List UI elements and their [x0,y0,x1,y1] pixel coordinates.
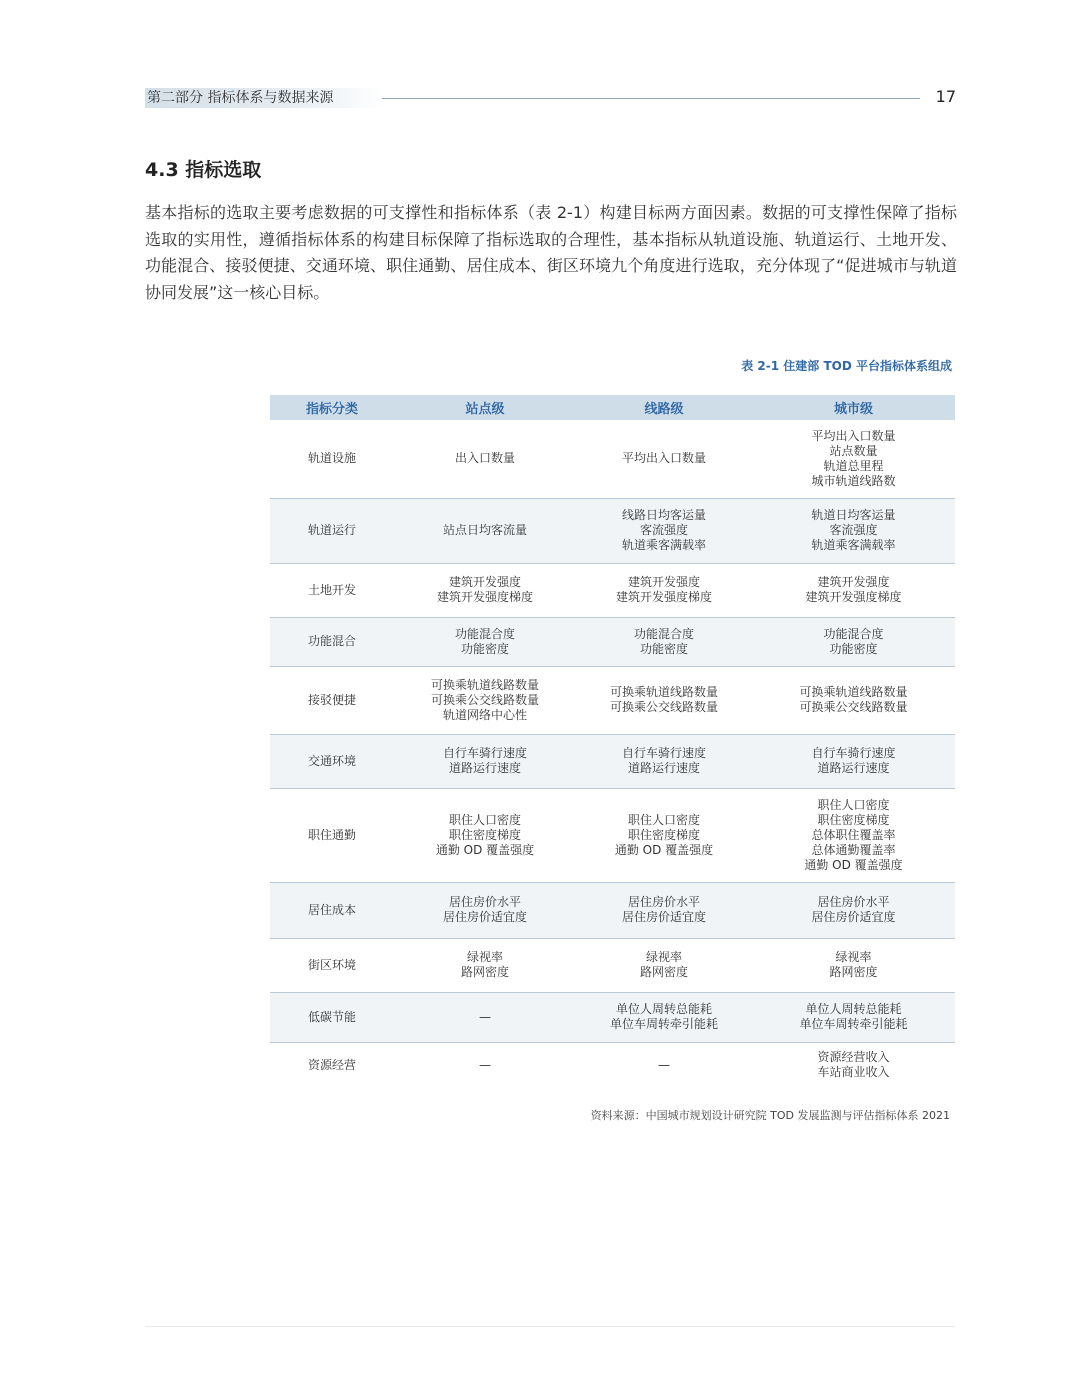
table-row [270,938,955,992]
cell-line: 单位人周转总能耗 单位车周转牵引能耗 [576,992,752,1042]
cell-category: 功能混合 [270,617,394,666]
cell-city: 单位人周转总能耗 单位车周转牵引能耗 [752,992,955,1042]
table-row [270,788,955,882]
cell-city: 绿视率 路网密度 [752,938,955,992]
cell-station: 居住房价水平 居住房价适宜度 [394,882,576,938]
table-row [270,992,955,1042]
cell-category: 轨道运行 [270,498,394,563]
cell-line: 绿视率 路网密度 [576,938,752,992]
cell-station: — [394,992,576,1042]
cell-city: 轨道日均客运量 客流强度 轨道乘客满载率 [752,498,955,563]
cell-category: 轨道设施 [270,420,394,498]
cell-line: 可换乘轨道线路数量 可换乘公交线路数量 [576,666,752,734]
footer-divider [145,1326,955,1327]
cell-city: 自行车骑行速度 道路运行速度 [752,734,955,788]
cell-station: 功能混合度 功能密度 [394,617,576,666]
table-source-note: 资料来源：中国城市规划设计研究院 TOD 发展监测与评估指标体系 2021 [590,1109,950,1122]
header-divider [382,98,920,99]
header-line: 线路级 [576,395,752,420]
table-row [270,734,955,788]
table-row [270,617,955,666]
cell-city: 居住房价水平 居住房价适宜度 [752,882,955,938]
cell-category: 街区环境 [270,938,394,992]
cell-line: 居住房价水平 居住房价适宜度 [576,882,752,938]
cell-station: 自行车骑行速度 道路运行速度 [394,734,576,788]
header-city: 城市级 [752,395,955,420]
cell-category: 居住成本 [270,882,394,938]
section-label: 第二部分 指标体系与数据来源 [145,88,385,108]
table-row [270,666,955,734]
cell-category: 交通环境 [270,734,394,788]
table-row [270,1042,955,1088]
cell-station: 可换乘轨道线路数量 可换乘公交线路数量 轨道网络中心性 [394,666,576,734]
cell-category: 土地开发 [270,563,394,617]
page-header [0,0,1080,120]
cell-city: 平均出入口数量 站点数量 轨道总里程 城市轨道线路数 [752,420,955,498]
table-row [270,563,955,617]
cell-category: 接驳便捷 [270,666,394,734]
table-row [270,420,955,498]
cell-category: 职住通勤 [270,788,394,882]
indicator-table [270,395,955,1088]
cell-city: 建筑开发强度 建筑开发强度梯度 [752,563,955,617]
table-header-row [270,395,955,420]
cell-category: 资源经营 [307,1057,356,1072]
cell-line: 建筑开发强度 建筑开发强度梯度 [576,563,752,617]
cell-city: 资源经营收入 车站商业收入 [817,1050,890,1080]
cell-city: 职住人口密度 职住密度梯度 总体职住覆盖率 总体通勤覆盖率 通勤 OD 覆盖强度 [752,788,955,882]
cell-station: 职住人口密度 职住密度梯度 通勤 OD 覆盖强度 [394,788,576,882]
cell-city: 功能混合度 功能密度 [752,617,955,666]
cell-line: — [658,1057,670,1072]
cell-line: 职住人口密度 职住密度梯度 通勤 OD 覆盖强度 [576,788,752,882]
table-row [270,882,955,938]
cell-station: 出入口数量 [394,420,576,498]
cell-station: — [479,1057,491,1072]
cell-line: 自行车骑行速度 道路运行速度 [576,734,752,788]
section-title: 4.3 指标选取 [145,159,262,181]
cell-line: 平均出入口数量 [576,420,752,498]
table-row [270,498,955,563]
cell-station: 站点日均客流量 [394,498,576,563]
cell-line: 线路日均客运量 客流强度 轨道乘客满载率 [576,498,752,563]
cell-category: 低碳节能 [270,992,394,1042]
page-number: 17 [935,87,956,106]
header-station: 站点级 [394,395,576,420]
cell-station: 建筑开发强度 建筑开发强度梯度 [394,563,576,617]
cell-station: 绿视率 路网密度 [394,938,576,992]
cell-city: 可换乘轨道线路数量 可换乘公交线路数量 [752,666,955,734]
cell-line: 功能混合度 功能密度 [576,617,752,666]
table-caption: 表 2-1 住建部 TOD 平台指标体系组成 [741,359,952,373]
body-paragraph: 基本指标的选取主要考虑数据的可支撑性和指标体系（表 2-1）构建目标两方面因素。数据的可支撑性保障了指标选取的实用性，遵循指标体系的构建目标保障了指标选取的合理性，基本指标从轨道设施、轨道运行、土地开发、功能混合、接驳便捷、交通环境、职住通勤、居住成本、街区环境九个角度进行选取，充分体现了“促进城市与轨道协同发展”这一核心目标。 [145,203,957,302]
header-category: 指标分类 [270,395,394,420]
